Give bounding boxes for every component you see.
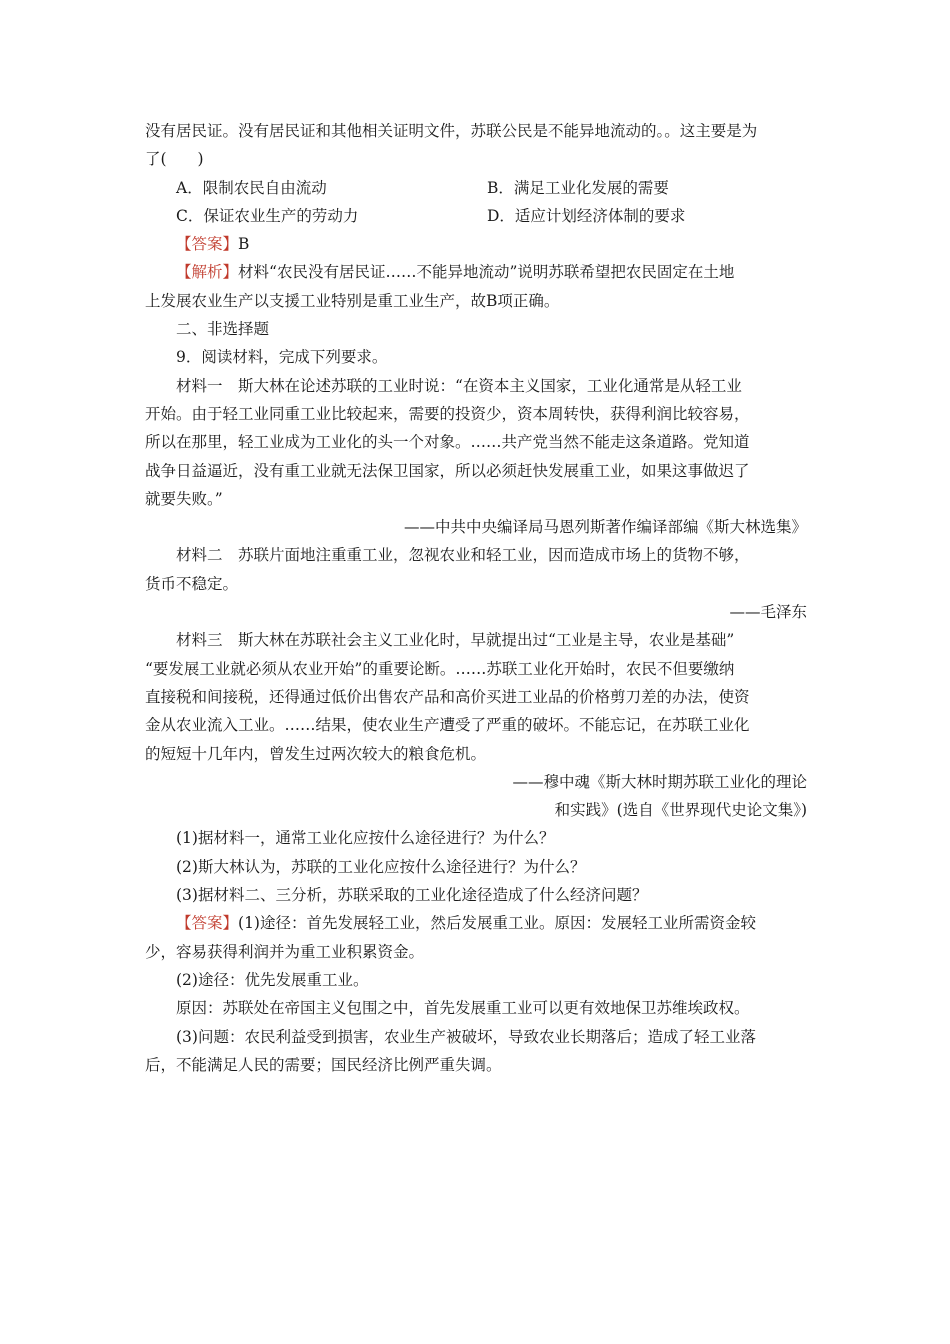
q9-answer-line-3: (2)途径：优先发展重工业。 <box>176 970 369 989</box>
material-3-line-1: 材料三 斯大林在苏联社会主义工业化时，早就提出过“工业是主导，农业是基础” <box>176 631 735 650</box>
material-3-line-3: 直接税和间接税，还得通过低价出售农产品和高价买进工业品的价格剪刀差的办法，使资 <box>145 687 750 706</box>
document-content <box>145 117 807 1079</box>
q8-analysis-line-1 <box>145 258 807 286</box>
q9-answer-line-5: (3)问题：农民利益受到损害，农业生产被破坏，导致农业长期落后；造成了轻工业落 <box>176 1027 756 1046</box>
answer-1-text-1: (1)途径：首先发展轻工业，然后发展重工业。原因：发展轻工业所需资金较 <box>238 914 756 933</box>
question-3: (3)据材料二、三分析，苏联采取的工业化途径造成了什么经济问题？ <box>176 886 648 905</box>
q9-title: 9．阅读材料，完成下列要求。 <box>176 348 388 367</box>
question-2: (2)斯大林认为，苏联的工业化应按什么途径进行？为什么？ <box>176 857 586 876</box>
material-3-source-line-1: ——穆中魂《斯大林时期苏联工业化的理论 <box>512 772 807 791</box>
material-1-line-1: 材料一 斯大林在论述苏联的工业时说：“在资本主义国家，工业化通常是从轻工业 <box>176 376 742 395</box>
option-d: D．适应计划经济体制的要求 <box>487 206 686 225</box>
q8-analysis-line-2: 上发展农业生产以支援工业特别是重工业生产，故B项正确。 <box>145 291 560 310</box>
material-1-source: ——中共中央编译局马恩列斯著作编译部编《斯大林选集》 <box>403 518 807 537</box>
option-c: C．保证农业生产的劳动力 <box>176 206 359 225</box>
q8-stem-line-2: 了( ) <box>145 150 204 169</box>
material-3-line-4: 金从农业流入工业。……结果，使农业生产遭受了严重的破坏。不能忘记，在苏联工业化 <box>145 716 750 735</box>
material-2-source: ——毛泽东 <box>729 603 807 622</box>
q9-answer-line-4: 原因：苏联处在帝国主义包围之中，首先发展重工业可以更有效地保卫苏维埃政权。 <box>176 999 750 1018</box>
q9-answer-line-6: 后，不能满足人民的需要；国民经济比例严重失调。 <box>145 1055 502 1074</box>
answer-tag: 【答案】 <box>176 235 239 254</box>
answer-value: B <box>238 235 250 254</box>
option-b: B．满足工业化发展的需要 <box>487 178 669 197</box>
q8-options-row-2 <box>145 202 807 230</box>
material-1-line-3: 所以在那里，轻工业成为工业化的头一个对象。……共产党当然不能走这条道路。党知道 <box>145 433 750 452</box>
material-1-line-5: 就要失败。” <box>145 489 223 508</box>
material-3-line-5: 的短短十几年内，曾发生过两次较大的粮食危机。 <box>145 744 487 763</box>
material-3-source-line-2: 和实践》(选自《世界现代史论文集》) <box>554 801 807 820</box>
material-1-line-4: 战争日益逼近，没有重工业就无法保卫国家，所以必须赶快发展重工业，如果这事做迟了 <box>145 461 750 480</box>
option-a: A．限制农民自由流动 <box>176 178 327 197</box>
q9-answer-line-2: 少，容易获得利润并为重工业积累资金。 <box>145 942 425 961</box>
material-2-line-1: 材料二 苏联片面地注重重工业，忽视农业和轻工业，因而造成市场上的货物不够， <box>176 546 750 565</box>
q8-options-row-1 <box>145 174 807 202</box>
question-1: (1)据材料一，通常工业化应按什么途径进行？为什么？ <box>176 829 555 848</box>
analysis-tag: 【解析】 <box>176 263 239 282</box>
answer-tag: 【答案】 <box>176 914 239 933</box>
q8-stem-line-1: 没有居民证。没有居民证和其他相关证明文件，苏联公民是不能异地流动的。。这主要是为 <box>145 122 758 140</box>
material-2-line-2: 货币不稳定。 <box>145 574 239 593</box>
q8-answer <box>145 230 807 258</box>
material-1-line-2: 开始。由于轻工业同重工业比较起来，需要的投资少，资本周转快，获得利润比较容易， <box>145 404 750 423</box>
q9-answer-line-1 <box>145 909 807 937</box>
analysis-text-1: 材料“农民没有居民证……不能异地流动”说明苏联希望把农民固定在土地 <box>238 263 735 282</box>
material-3-line-2: “要发展工业就必须从农业开始”的重要论断。……苏联工业化开始时，农民不但要缴纳 <box>145 659 735 678</box>
section-title: 二、非选择题 <box>176 320 270 339</box>
